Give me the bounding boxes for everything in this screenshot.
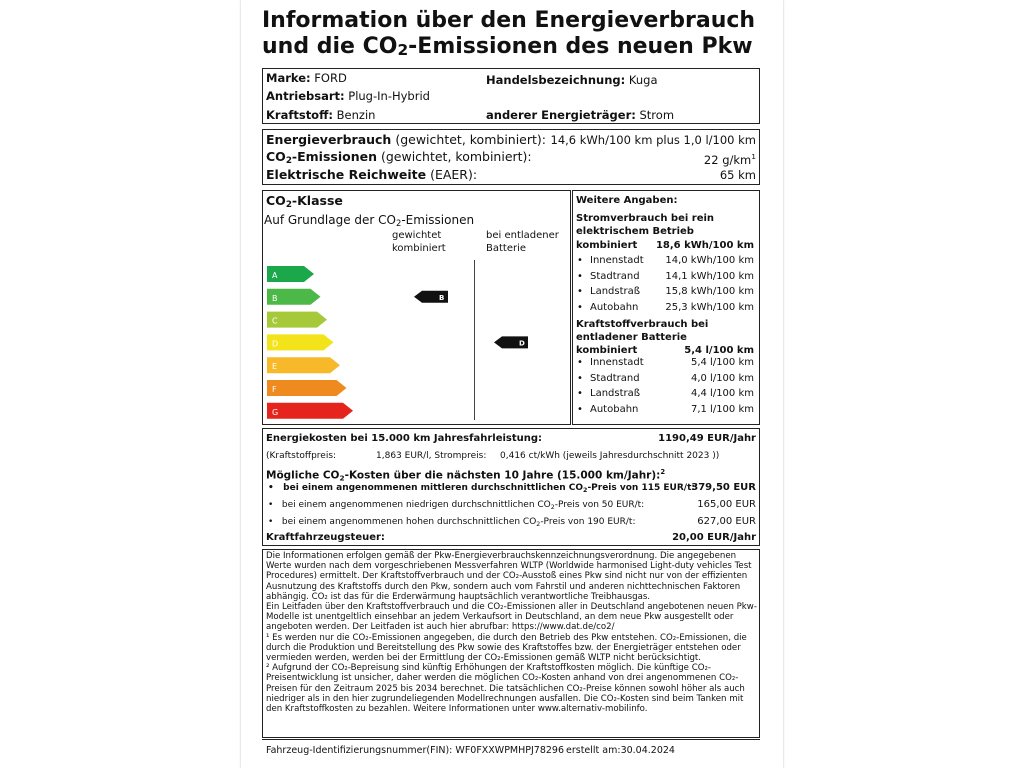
co2-cost-row: • bei einem angenommenen hohen durchschnittlichen $CO_2$-Preis von 190 EUR/t: [268,517,636,528]
fuel-consumption-heading: Kraftstoffverbrauch bei entladener Batterie [576,319,709,343]
fuel-row: Kraftstoff: Benzin [266,108,376,122]
co2-cost-row: • bei einem angenommenen niedrigen durchschnittlichen $CO_2$-Preis von 50 EUR/t: [268,500,645,511]
fuel-price-label: (Kraftstoffpreis: [266,451,337,461]
electric-row-value: 14,0 kWh/100 km [665,255,754,266]
power-price-value: 0,416 ct/kWh (jeweils Jahresdurchschnitt 2023 )) [500,451,720,461]
weighted-class-pointer-label: B [439,293,445,302]
electric-row-value: 15,8 kWh/100 km [665,286,754,297]
created-date: erstellt am:30.04.2024 [566,745,675,756]
footnote-paragraph-1: Die Informationen erfolgen gemäß der Pkw-Energieverbrauchskennzeichnungsverordnung. Die angegebenen Werte wurden nach dem vorgeschriebenen Messverfahren WLTP (Worldwide harmonised Light-duty vehicles Test Procedures) ermittelt. Der Kraftstoffverbrauch und der CO₂-Ausstoß eines Pkw sind nicht nur von der effizienten Ausnutzung des Kraftstoffs durch den Pkw, sondern auch vom Fahrstil und anderen nichttechnischen Faktoren abhängig. CO₂ ist das für die Erderwärmung hauptsächlich verantwortliche Treibhausgas. [266,551,752,602]
fuel-row-label: Innenstadt [590,357,644,368]
footnote-paragraph-4: ² Aufgrund der CO₂-Bepreisung sind künftig Erhöhungen der Kraftstoffkosten möglich. Die künftige CO₂-Preisentwicklung ist unsicher, daher werden die möglichen CO₂-Kosten anhand von drei angenommenen CO₂-Preisen für den Zeitraum 2025 bis 2034 berechnet. Die tatsächlichen CO₂-Preise können sowohl höher als auch niedriger als in den hier zugrundeliegenden Modellrechnungen ausfallen. Die CO₂-Kosten sind beim Tanken mit den Kraftstoffkosten zu bezahlen. Weitere Informationen unter www.alternativ-mobilinfo. [266,663,745,715]
weighted-combined-column-label: gewichtet kombiniert [392,230,446,254]
fuel-row-label: Stadtrand [590,372,640,384]
co2-class-heading: $CO_2$-Klasse [266,193,343,210]
electric-row-bullet: • [577,301,583,313]
electric-row-label: Autobahn [590,301,639,313]
energy-consumption-label: Energieverbrauch (gewichtet, kombiniert): [266,132,546,147]
footer-divider [262,739,760,740]
co2-emissions-value: 22 $g/km^1$ [703,152,756,167]
fuel-row-bullet: • [577,388,583,399]
electric-row-label: Stadtrand [590,270,640,282]
class-arrow-label-c: C [272,316,278,326]
class-arrow-label-g: G [272,407,279,417]
fuel-combined-label: kombiniert [576,345,638,356]
fuel-row-bullet: • [577,357,583,368]
vehicle-tax-label: Kraftfahrzeugsteuer: [266,532,385,543]
drive-row: Antriebsart: Plug-In-Hybrid [266,89,430,103]
footnote-paragraph-2: Ein Leitfaden über den Kraftstoffverbrauch und die CO₂-Emissionen aller in Deutschland angebotenen neuen Pkw-Modelle ist unentgeltlich einsehbar an jedem Verkaufsort in Deutschland, an dem neue Pkw ausgestellt oder angeboten werden. Der Leitfaden ist auch hier abrufbar: https://www.dat.de/co2/ [266,602,757,633]
energy-consumption-value: 14,6 kWh/100 km plus 1,0 l/100 km [550,133,756,147]
electric-row-value: 14,1 kWh/100 km [665,270,754,282]
footnote-text [266,551,760,714]
electric-row-value: 25,3 kWh/100 km [665,301,754,313]
fuel-row-value: 7,1 l/100 km [690,403,754,415]
fuel-combined-value: 5,4 l/100 km [684,345,754,356]
class-arrow-label-a: A [272,271,278,280]
electric-range-value: 65 km [719,168,756,182]
page-title [262,8,762,63]
class-arrow-f [267,380,347,396]
other-energy-row: anderer Energieträger: Strom [486,108,675,122]
fuel-row-value: 4,4 l/100 km [690,388,754,399]
further-info-heading: Weitere Angaben: [576,195,678,206]
fuel-row-label: Landstraß [590,388,641,399]
electric-row-label: Landstraß [590,286,641,297]
class-arrow-g [267,403,353,419]
fuel-row-value: 4,0 l/100 km [690,372,754,384]
electric-consumption-heading: Stromverbrauch bei rein elektrischem Betrieb [576,213,715,237]
co2-cost-value: 379,50 EUR [691,482,756,493]
class-arrow-label-d: D [272,339,279,349]
fuel-price-value: 1,863 EUR/l, Strompreis: [376,451,487,461]
vin-row: Fahrzeug-Identifizierungsnummer(FIN): WF0FXXWPMHPJ78296 [266,745,565,756]
energy-costs-value: 1190,49 EUR/Jahr [658,433,756,444]
title-line-1: Information über den Energieverbrauch [262,8,756,33]
co2-emissions-label: $CO_2$-Emissionen (gewichtet, kombiniert): [266,149,532,166]
co2-class-scale [264,262,569,422]
trade-name-row: Handelsbezeichnung: Kuga [486,73,658,87]
vehicle-tax-value: 20,00 EUR/Jahr [672,532,756,543]
footnote-paragraph-3: ¹ Es werden nur die CO₂-Emissionen angegeben, die durch den Betrieb des Pkw entstehen. CO₂-Emissionen, die durch die Produktion und Bereitstellung des Pkw sowie des Kraftstoffes bzw. der Energieträger entstehen oder vermieden werden, werden bei der Ermittlung der CO₂-Emissionen gemäß WLTP nicht berücksichtigt. [266,632,747,664]
electric-range-label: Elektrische Reichweite (EAER): [266,167,478,182]
fuel-row-label: Autobahn [590,403,639,415]
discharged-class-pointer-label: D [519,339,525,348]
co2-class-basis: Auf Grundlage der $CO_2$-Emissionen [264,213,475,228]
electric-combined-label: kombiniert [576,240,638,251]
electric-row-bullet: • [577,270,583,282]
co2-costs-heading: Mögliche $CO_2$-Kosten über die nächsten 10 Jahre (15.000 km/Jahr):$^2$ [266,468,666,483]
electric-row-bullet: • [577,286,583,297]
electric-combined-value: 18,6 kWh/100 km [655,240,754,251]
co2-cost-row: • bei einem angenommenen mittleren durchschnittlichen $CO_2$-Preis von 115 EUR/t: [268,483,695,494]
co2-cost-value: 627,00 EUR [697,516,756,527]
class-arrow-label-f: F [272,385,277,394]
energy-costs-label: Energiekosten bei 15.000 km Jahresfahrleistung: [266,433,543,444]
fuel-row-bullet: • [577,372,583,384]
brand-row: Marke: FORD [266,71,347,85]
fuel-row-bullet: • [577,403,583,415]
title-line-2: und die $CO_2$-Emissionen des neuen Pkw [262,34,753,59]
co2-cost-value: 165,00 EUR [697,499,756,510]
class-arrow-label-b: B [272,293,278,303]
fuel-row-value: 5,4 l/100 km [690,357,754,368]
electric-row-label: Innenstadt [590,255,644,266]
electric-row-bullet: • [577,255,583,266]
class-arrow-label-e: E [272,362,278,372]
class-arrow-e [267,357,340,373]
discharged-battery-column-label: bei entladener Batterie [486,230,559,254]
